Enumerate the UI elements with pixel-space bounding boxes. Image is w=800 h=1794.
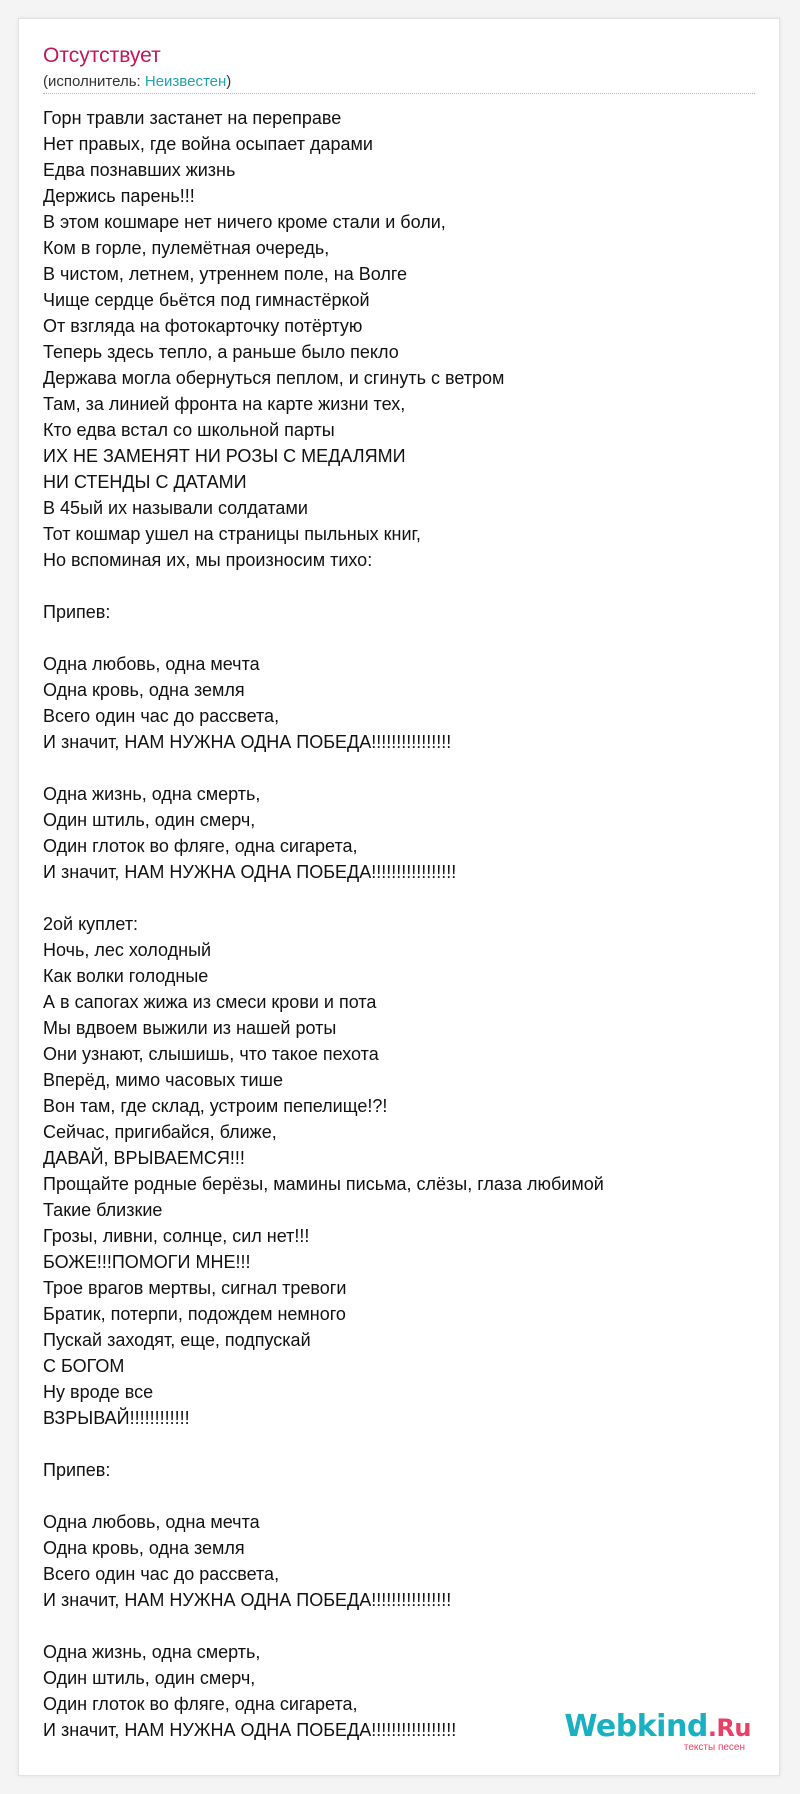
lyric-blank-line: [43, 573, 743, 599]
lyric-line: Всего один час до рассвета,: [43, 706, 280, 726]
song-title: Отсутствует: [43, 44, 161, 67]
lyrics-card: [18, 18, 780, 1776]
lyric-line: Нет правых, где война осыпает дарами: [43, 134, 373, 154]
lyric-line: Один штиль, один смерч,: [43, 810, 256, 830]
lyric-line: Держава могла обернуться пеплом, и сгинуть с ветром: [43, 368, 505, 388]
lyrics-text: [43, 105, 743, 1743]
lyric-line: И значит, НАМ НУЖНА ОДНА ПОБЕДА!!!!!!!!!!!!!!!!: [43, 732, 452, 752]
lyric-line: Один глоток во фляге, одна сигарета,: [43, 836, 358, 856]
lyric-line: Горн травли застанет на переправе: [43, 108, 342, 128]
lyric-blank-line: [43, 1483, 743, 1509]
lyric-line: Сейчас, пригибайся, ближе,: [43, 1122, 277, 1142]
lyric-line: Такие близкие: [43, 1200, 163, 1220]
lyric-line: Трое врагов мертвы, сигнал тревоги: [43, 1278, 347, 1298]
lyric-line: НИ СТЕНДЫ С ДАТАМИ: [43, 472, 247, 492]
brand-domain: .Ru: [707, 1714, 751, 1742]
artist-suffix: ): [226, 73, 232, 90]
lyric-line: ИХ НЕ ЗАМЕНЯТ НИ РОЗЫ С МЕДАЛЯМИ: [43, 446, 406, 466]
lyric-line: Тот кошмар ушел на страницы пыльных книг,: [43, 524, 421, 544]
lyric-line: Как волки голодные: [43, 966, 209, 986]
lyric-line: И значит, НАМ НУЖНА ОДНА ПОБЕДА!!!!!!!!!!!!!!!!!: [43, 1720, 457, 1740]
lyric-blank-line: [43, 1431, 743, 1457]
lyric-line: ВЗРЫВАЙ!!!!!!!!!!!!: [43, 1408, 190, 1428]
lyric-line: Припев:: [43, 602, 111, 622]
lyric-line: Кто едва встал со школьной парты: [43, 420, 335, 440]
lyric-line: В этом кошмаре нет ничего кроме стали и боли,: [43, 212, 446, 232]
lyric-line: Ком в горле, пулемётная очередь,: [43, 238, 330, 258]
lyric-line: Вперёд, мимо часовых тише: [43, 1070, 283, 1090]
lyric-blank-line: [43, 885, 743, 911]
lyric-line: Держись парень!!!: [43, 186, 195, 206]
lyric-line: Один штиль, один смерч,: [43, 1668, 256, 1688]
webkind-logo[interactable]: [564, 1711, 751, 1753]
lyric-line: Одна кровь, одна земля: [43, 680, 245, 700]
lyric-line: Грозы, ливни, солнце, сил нет!!!: [43, 1226, 310, 1246]
artist-prefix: (исполнитель:: [43, 73, 145, 90]
lyric-line: Мы вдвоем выжили из нашей роты: [43, 1018, 337, 1038]
lyric-line: И значит, НАМ НУЖНА ОДНА ПОБЕДА!!!!!!!!!!!!!!!!: [43, 1590, 452, 1610]
lyric-line: В 45ый их называли солдатами: [43, 498, 308, 518]
lyric-line: Они узнают, слышишь, что такое пехота: [43, 1044, 379, 1064]
title-divider: [43, 93, 755, 94]
lyric-line: Пускай заходят, еще, подпускай: [43, 1330, 311, 1350]
lyric-blank-line: [43, 625, 743, 651]
lyric-line: 2ой куплет:: [43, 914, 139, 934]
lyric-line: И значит, НАМ НУЖНА ОДНА ПОБЕДА!!!!!!!!!!!!!!!!!: [43, 862, 457, 882]
lyric-line: Братик, потерпи, подождем немного: [43, 1304, 346, 1324]
lyric-line: БОЖЕ!!!ПОМОГИ МНЕ!!!: [43, 1252, 251, 1272]
lyric-line: Но вспоминая их, мы произносим тихо:: [43, 550, 373, 570]
lyric-line: Всего один час до рассвета,: [43, 1564, 280, 1584]
lyric-line: С БОГОМ: [43, 1356, 125, 1376]
lyric-line: От взгляда на фотокарточку потёртую: [43, 316, 363, 336]
brand-wordmark: [564, 1711, 751, 1744]
lyric-line: В чистом, летнем, утреннем поле, на Волге: [43, 264, 408, 284]
artist-line: [43, 72, 231, 92]
lyric-line: Там, за линией фронта на карте жизни тех,: [43, 394, 406, 414]
lyric-line: Вон там, где склад, устроим пепелище!?!: [43, 1096, 388, 1116]
lyric-line: Чище сердце бьётся под гимнастёркой: [43, 290, 370, 310]
lyric-line: ДАВАЙ, ВРЫВАЕМСЯ!!!: [43, 1148, 245, 1168]
lyric-line: Прощайте родные берёзы, мамины письма, слёзы, глаза любимой: [43, 1174, 604, 1194]
lyric-blank-line: [43, 755, 743, 781]
brand-name: Webkind: [564, 1709, 708, 1744]
artist-link[interactable]: Неизвестен: [144, 73, 227, 90]
lyric-line: Одна любовь, одна мечта: [43, 654, 260, 674]
lyric-line: Ночь, лес холодный: [43, 940, 212, 960]
lyric-line: Ну вроде все: [43, 1382, 154, 1402]
lyric-line: Теперь здесь тепло, а раньше было пекло: [43, 342, 399, 362]
lyric-line: А в сапогах жижа из смеси крови и пота: [43, 992, 377, 1012]
lyric-blank-line: [43, 1613, 743, 1639]
lyric-line: Одна жизнь, одна смерть,: [43, 1642, 261, 1662]
lyric-line: Припев:: [43, 1460, 111, 1480]
lyric-line: Одна жизнь, одна смерть,: [43, 784, 261, 804]
lyric-line: Один глоток во фляге, одна сигарета,: [43, 1694, 358, 1714]
lyric-line: Едва познавших жизнь: [43, 160, 236, 180]
brand-tagline: тексты песен: [683, 1742, 745, 1753]
lyric-line: Одна любовь, одна мечта: [43, 1512, 260, 1532]
lyric-line: Одна кровь, одна земля: [43, 1538, 245, 1558]
